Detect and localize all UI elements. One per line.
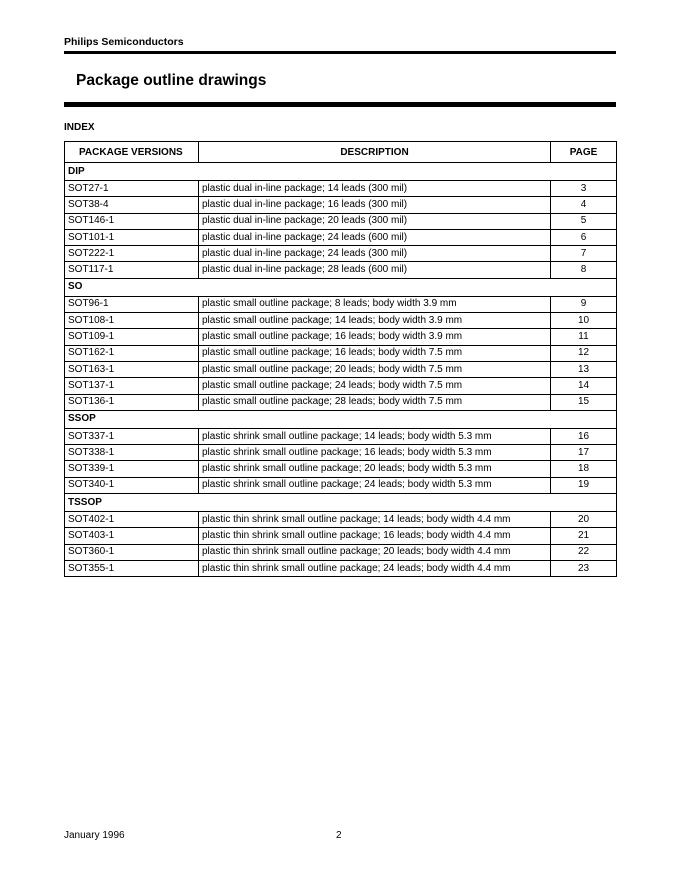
table-row xyxy=(65,560,617,576)
description-cell: plastic dual in-line package; 20 leads (300 mil) xyxy=(199,213,551,229)
package-version-cell: SOT402-1 xyxy=(65,512,199,528)
package-version-cell: SOT27-1 xyxy=(65,181,199,197)
page-cell: 4 xyxy=(551,197,617,213)
table-row xyxy=(65,181,617,197)
table-row xyxy=(65,512,617,528)
package-version-cell: SOT101-1 xyxy=(65,229,199,245)
package-version-cell: SOT163-1 xyxy=(65,361,199,377)
page-cell: 22 xyxy=(551,544,617,560)
description-cell: plastic thin shrink small outline package; 24 leads; body width 4.4 mm xyxy=(199,560,551,576)
table-row xyxy=(65,378,617,394)
package-version-cell: SOT222-1 xyxy=(65,246,199,262)
column-header-versions: PACKAGE VERSIONS xyxy=(65,142,199,163)
description-cell: plastic small outline package; 16 leads; body width 3.9 mm xyxy=(199,329,551,345)
page-cell: 8 xyxy=(551,262,617,278)
table-row xyxy=(65,461,617,477)
table-row xyxy=(65,544,617,560)
page-cell: 11 xyxy=(551,329,617,345)
table-row xyxy=(65,213,617,229)
description-cell: plastic thin shrink small outline package; 16 leads; body width 4.4 mm xyxy=(199,528,551,544)
page-cell: 14 xyxy=(551,378,617,394)
page-cell: 5 xyxy=(551,213,617,229)
package-version-cell: SOT136-1 xyxy=(65,394,199,410)
package-version-cell: SOT339-1 xyxy=(65,461,199,477)
package-version-cell: SOT38-4 xyxy=(65,197,199,213)
description-cell: plastic dual in-line package; 16 leads (300 mil) xyxy=(199,197,551,213)
package-version-cell: SOT117-1 xyxy=(65,262,199,278)
index-label: INDEX xyxy=(64,122,95,133)
group-row xyxy=(65,494,617,512)
package-version-cell: SOT108-1 xyxy=(65,313,199,329)
title-rule xyxy=(64,102,616,107)
package-version-cell: SOT96-1 xyxy=(65,296,199,312)
group-name: SO xyxy=(65,278,617,296)
package-version-cell: SOT137-1 xyxy=(65,378,199,394)
page-cell: 13 xyxy=(551,361,617,377)
page-cell: 10 xyxy=(551,313,617,329)
page-cell: 7 xyxy=(551,246,617,262)
index-table-body xyxy=(65,163,617,577)
table-row xyxy=(65,329,617,345)
package-version-cell: SOT355-1 xyxy=(65,560,199,576)
page-cell: 17 xyxy=(551,445,617,461)
package-version-cell: SOT162-1 xyxy=(65,345,199,361)
page-cell: 20 xyxy=(551,512,617,528)
table-row xyxy=(65,296,617,312)
description-cell: plastic small outline package; 14 leads; body width 3.9 mm xyxy=(199,313,551,329)
table-row xyxy=(65,262,617,278)
table-row xyxy=(65,313,617,329)
table-row xyxy=(65,477,617,493)
description-cell: plastic shrink small outline package; 20 leads; body width 5.3 mm xyxy=(199,461,551,477)
description-cell: plastic small outline package; 20 leads; body width 7.5 mm xyxy=(199,361,551,377)
description-cell: plastic dual in-line package; 24 leads (300 mil) xyxy=(199,246,551,262)
package-version-cell: SOT340-1 xyxy=(65,477,199,493)
page-cell: 15 xyxy=(551,394,617,410)
table-row xyxy=(65,361,617,377)
description-cell: plastic thin shrink small outline package; 20 leads; body width 4.4 mm xyxy=(199,544,551,560)
table-row xyxy=(65,246,617,262)
description-cell: plastic dual in-line package; 24 leads (600 mil) xyxy=(199,229,551,245)
description-cell: plastic dual in-line package; 28 leads (600 mil) xyxy=(199,262,551,278)
description-cell: plastic small outline package; 24 leads; body width 7.5 mm xyxy=(199,378,551,394)
package-version-cell: SOT146-1 xyxy=(65,213,199,229)
table-row xyxy=(65,428,617,444)
group-name: SSOP xyxy=(65,410,617,428)
description-cell: plastic thin shrink small outline package; 14 leads; body width 4.4 mm xyxy=(199,512,551,528)
table-row xyxy=(65,345,617,361)
package-version-cell: SOT338-1 xyxy=(65,445,199,461)
description-cell: plastic shrink small outline package; 14 leads; body width 5.3 mm xyxy=(199,428,551,444)
description-cell: plastic shrink small outline package; 24 leads; body width 5.3 mm xyxy=(199,477,551,493)
column-header-page: PAGE xyxy=(551,142,617,163)
package-version-cell: SOT337-1 xyxy=(65,428,199,444)
page-cell: 21 xyxy=(551,528,617,544)
header-rule xyxy=(64,51,616,54)
table-row xyxy=(65,229,617,245)
table-row xyxy=(65,445,617,461)
page-cell: 9 xyxy=(551,296,617,312)
table-row xyxy=(65,197,617,213)
table-header-row xyxy=(65,142,617,163)
table-row xyxy=(65,528,617,544)
index-table xyxy=(64,141,617,577)
package-version-cell: SOT403-1 xyxy=(65,528,199,544)
description-cell: plastic small outline package; 16 leads; body width 7.5 mm xyxy=(199,345,551,361)
package-version-cell: SOT109-1 xyxy=(65,329,199,345)
footer-page-number: 2 xyxy=(336,830,342,841)
table-row xyxy=(65,394,617,410)
page-cell: 3 xyxy=(551,181,617,197)
package-version-cell: SOT360-1 xyxy=(65,544,199,560)
description-cell: plastic shrink small outline package; 16 leads; body width 5.3 mm xyxy=(199,445,551,461)
company-name: Philips Semiconductors xyxy=(64,36,184,48)
description-cell: plastic dual in-line package; 14 leads (300 mil) xyxy=(199,181,551,197)
page-cell: 23 xyxy=(551,560,617,576)
page-cell: 12 xyxy=(551,345,617,361)
page-cell: 19 xyxy=(551,477,617,493)
footer-date: January 1996 xyxy=(64,830,125,841)
group-name: TSSOP xyxy=(65,494,617,512)
page-cell: 6 xyxy=(551,229,617,245)
description-cell: plastic small outline package; 8 leads; body width 3.9 mm xyxy=(199,296,551,312)
page-cell: 18 xyxy=(551,461,617,477)
page-cell: 16 xyxy=(551,428,617,444)
group-row xyxy=(65,278,617,296)
group-row xyxy=(65,410,617,428)
page-title: Package outline drawings xyxy=(76,72,267,89)
column-header-description: DESCRIPTION xyxy=(199,142,551,163)
description-cell: plastic small outline package; 28 leads; body width 7.5 mm xyxy=(199,394,551,410)
group-row xyxy=(65,163,617,181)
group-name: DIP xyxy=(65,163,617,181)
